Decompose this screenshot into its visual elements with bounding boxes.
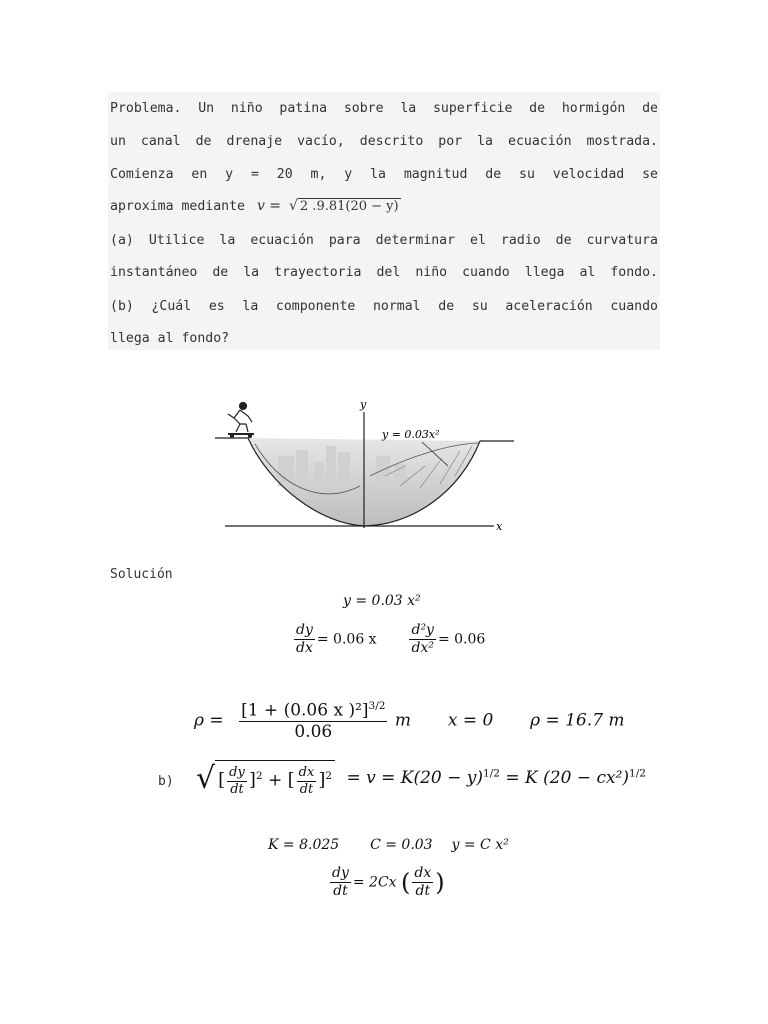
dxdt-num: dx: [414, 865, 432, 881]
rho-equation: [194, 700, 625, 742]
plus-sign: +: [267, 770, 283, 791]
dydt-num: dy: [332, 865, 349, 881]
chain-rule-equation: [328, 865, 445, 900]
dydx-rhs: = 0.06 x: [316, 631, 377, 648]
part-b-label: b): [158, 774, 174, 789]
rho-lhs: ρ =: [194, 710, 224, 731]
canal-figure: [210, 396, 520, 546]
problem-line-8: llega al fondo?: [110, 331, 230, 346]
constants-row: [268, 837, 509, 853]
dydt-b-den: dt: [230, 781, 244, 797]
problem-statement: [108, 92, 660, 350]
c-value: C = 0.03: [370, 837, 433, 853]
dydt-rhs: = 2Cx: [352, 874, 397, 891]
rho-value: ρ = 16.7 m: [530, 710, 625, 731]
dydx-num: dy: [296, 622, 313, 638]
problem-line-2: un canal de drenaje vacío, descrito por la ecuación mostrada.: [110, 134, 658, 149]
bracket-close-1: ]: [248, 769, 256, 791]
dxdt-fraction: [412, 865, 433, 900]
speed-equation: [196, 760, 646, 797]
curve-equation: [343, 593, 421, 609]
rho-unit: m: [394, 710, 412, 731]
half-exponent-2: 1/2: [629, 767, 646, 780]
problem-line-3: Comienza en y = 20 m, y la magnitud de su velocidad se: [110, 167, 658, 182]
dydt-frac-b: [227, 765, 247, 797]
velocity-radicand: 2 .9.81(20 − y): [299, 199, 399, 214]
paren-open: (: [401, 868, 411, 897]
dydt-b-num: dy: [229, 765, 245, 780]
speed-rhs-1: = v = K(20 − y): [346, 768, 484, 789]
square-2: 2: [325, 769, 333, 782]
dydt-den: dt: [333, 882, 348, 899]
rho-fraction: [239, 700, 387, 742]
derivatives-row: [292, 622, 485, 657]
rho-exponent: 3/2: [368, 700, 386, 712]
dydx-den: dx: [296, 639, 313, 656]
problem-line-5: (a) Utilice la ecuación para determinar el radio de curvatura: [110, 233, 658, 248]
d2ydx2-den: dx²: [411, 639, 434, 656]
velocity-intro: aproxima mediante: [110, 199, 245, 214]
half-exponent-1: 1/2: [483, 767, 500, 780]
problem-line-6: instantáneo de la trayectoria del niño cuando llega al fondo.: [110, 265, 658, 280]
square-1: 2: [255, 769, 263, 782]
sqrt-icon: √: [288, 198, 298, 214]
x-zero: x = 0: [447, 710, 494, 731]
bracket-open-2: [: [287, 769, 295, 791]
skateboarder-icon: [228, 403, 254, 438]
curve-equation-text: y = 0.03 x²: [343, 593, 421, 609]
rho-numerator: [239, 700, 387, 722]
dxdt-frac-b: [297, 765, 317, 797]
dxdt-b-den: dt: [299, 781, 314, 797]
dydx-fraction: [294, 622, 315, 657]
sqrt-radicand: [215, 760, 335, 797]
rho-num-text: [1 + (0.06 x )²]: [241, 700, 369, 721]
y-axis-label: y: [360, 398, 367, 411]
velocity-lhs: v =: [256, 198, 282, 214]
bracket-close-2: ]: [318, 769, 326, 791]
dydt-fraction: [330, 865, 351, 900]
d2ydx2-num: d²y: [411, 622, 434, 638]
speed-rhs-2: = K (20 − cx²): [505, 768, 629, 789]
dxdt-b-num: dx: [298, 765, 315, 780]
paren-close: ): [435, 868, 445, 897]
sqrt-icon: √: [196, 761, 216, 797]
y-c-equation: y = C x²: [451, 837, 509, 853]
x-axis-label: x: [496, 520, 503, 533]
d2ydx2-rhs: = 0.06: [437, 631, 486, 648]
problem-line-1: Problema. Un niño patina sobre la superficie de hormigón de: [110, 101, 658, 116]
solution-label: Solución: [110, 567, 173, 582]
bracket-open-1: [: [218, 769, 226, 791]
curve-label: y = 0.03x²: [382, 428, 440, 441]
dxdt-den: dt: [415, 882, 431, 899]
k-value: K = 8.025: [268, 837, 340, 853]
rho-den: 0.06: [294, 722, 333, 743]
d2ydx2-fraction: [409, 622, 435, 657]
problem-line-4: [110, 198, 658, 214]
problem-line-7: (b) ¿Cuál es la componente normal de su aceleración cuando: [110, 299, 658, 314]
